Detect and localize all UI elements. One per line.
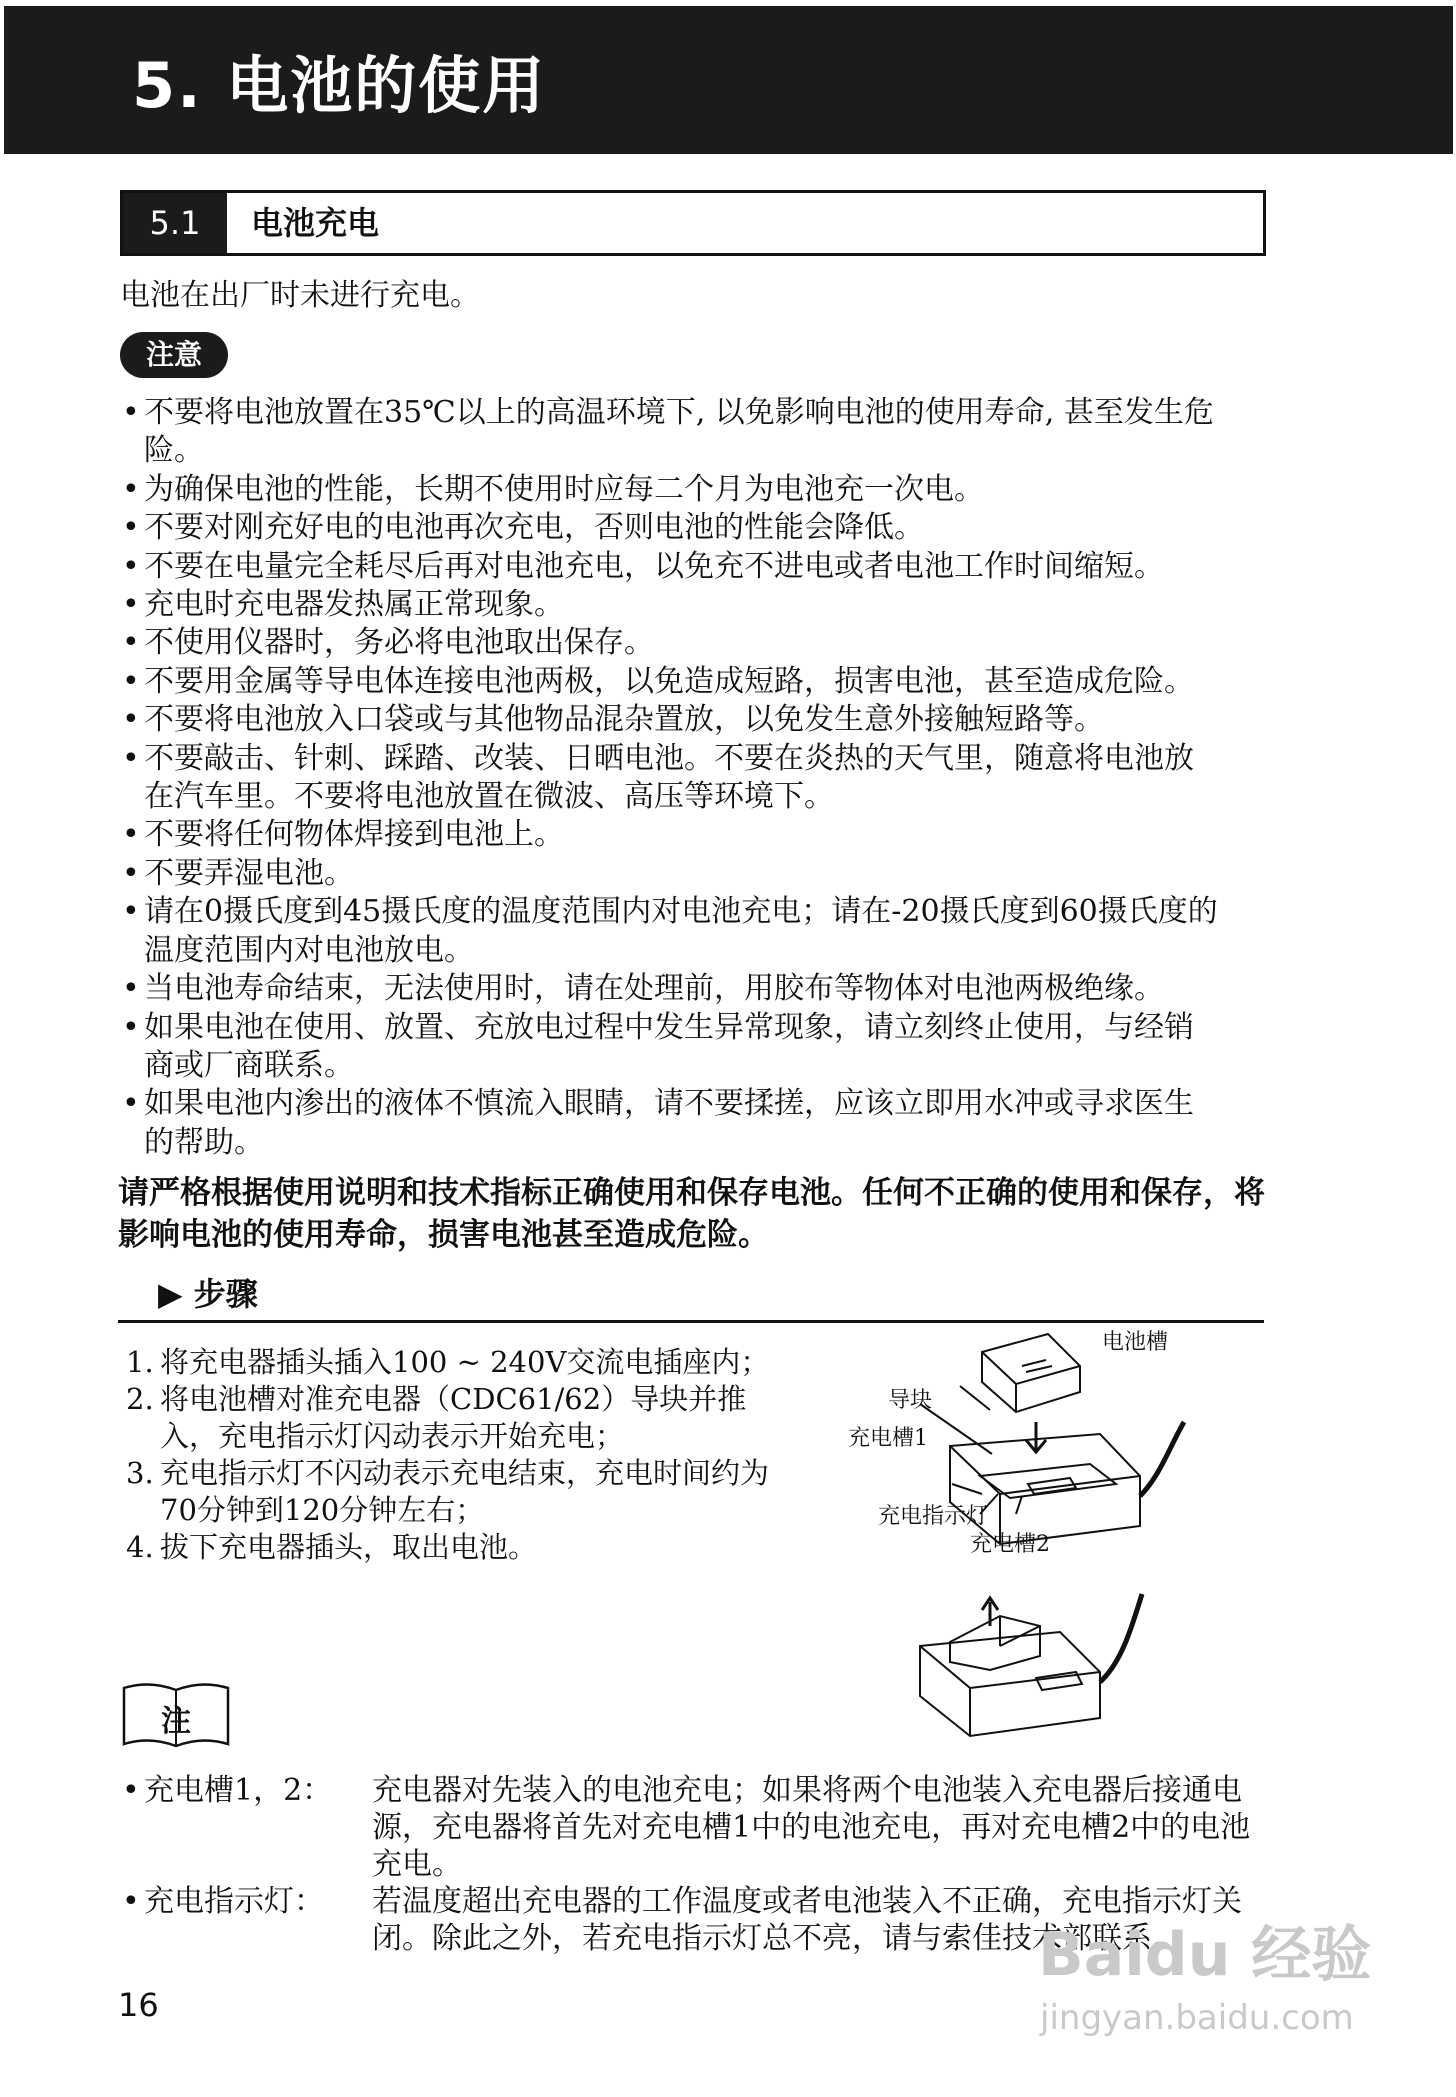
caution-item: • 不要敲击、针刺、踩踏、改装、日晒电池。不要在炎热的天气里，随意将电池放 在汽车里。不要将电池放置在微波、高压等环境下。 [122,740,1194,815]
bullet-icon: • [122,1009,140,1045]
chapter-header [4,6,1453,154]
caution-item: • 如果电池在使用、放置、充放电过程中发生异常现象，请立刻终止使用，与经销 商或厂商联系。 [122,1009,1194,1083]
charger-illustration [840,1326,1200,1742]
bullet-icon: • [122,702,140,738]
caution-item: • 不要将任何物体焊接到电池上。 [116,816,1276,854]
section-number: 5.1 [123,193,227,253]
label-battery-slot: 电池槽 [1102,1330,1169,1355]
bullet-icon: • [122,548,140,584]
section-heading [120,190,1266,256]
label-indicator: 充电指示灯 [878,1504,989,1529]
bullet-icon: • [122,625,140,661]
bullet-icon: • [122,1884,140,1919]
label-slot2: 充电槽2 [970,1532,1050,1557]
steps-heading: ▶ 步骤 [158,1275,258,1313]
caution-list [116,394,1276,1162]
bullet-icon: • [122,663,140,699]
label-guide: 导块 [888,1388,933,1413]
warning-text: 请严格根据使用说明和技术指标正确使用和保存电池。任何不正确的使用和保存，将影响电池的使用寿命，损害电池甚至造成危险。 [118,1175,1265,1253]
caution-item: • 为确保电池的性能，长期不使用时应每二个月为电池充一次电。 [116,471,1276,509]
bullet-icon: • [122,395,140,430]
note-label: 注 [161,1704,191,1739]
caution-item: • 不要对刚充好电的电池再次充电，否则电池的性能会降低。 [116,509,1276,547]
caution-item: • 不要用金属等导电体连接电池两极，以免造成短路，损害电池，甚至造成危险。 [116,663,1276,701]
bullet-icon: • [122,510,140,546]
baidu-watermark: Baidu 经验 jingyan.baidu.com [1038,1920,1372,2038]
bullet-icon: • [122,855,140,891]
page-number: 16 [118,1986,159,2024]
caution-item: • 如果电池内渗出的液体不慎流入眼睛，请不要揉搓，应该立即用水冲或寻求医生 的帮助。 [122,1086,1194,1160]
steps-list [126,1344,786,1566]
caution-item: • 请在0摄氏度到45摄氏度的温度范围内对电池充电；请在-20摄氏度到60摄氏度的 温度范围内对电池放电。 [122,894,1218,968]
caution-item: • 不使用仪器时，务必将电池取出保存。 [116,624,1276,662]
note-book-icon [120,1678,232,1752]
caution-item: • 当电池寿命结束，无法使用时，请在处理前，用胶布等物体对电池两极绝缘。 [116,970,1276,1008]
bullet-icon: • [122,817,140,853]
caution-item: • 不要将电池放入口袋或与其他物品混杂置放，以免发生意外接触短路等。 [116,701,1276,739]
bullet-icon: • [122,471,140,507]
note-item: • 充电槽1，2： 充电器对先装入的电池充电；如果将两个电池装入充电器后接通电源，充电器将首先对充电槽1中的电池充电，再对充电槽2中的电池充电。 [122,1773,1251,1882]
step-item: 3. 充电指示灯不闪动表示充电结束，充电时间约为70分钟到120分钟左右； [126,1456,770,1527]
label-slot1: 充电槽1 [848,1426,928,1451]
caution-item: • 充电时充电器发热属正常现象。 [116,586,1276,624]
caution-item: • 不要将电池放置在35℃以上的高温环境下, 以免影响电池的使用寿命, 甚至发生危 险。 [122,395,1214,469]
caution-item: • 不要弄湿电池。 [116,855,1276,893]
bullet-icon: • [122,1773,140,1808]
note-item: • 充电指示灯： 若温度超出充电器的工作温度或者电池装入不正确，充电指示灯关闭。除此之外，若充电指示灯总不亮，请与索佳技术部联系。 [122,1884,1242,1956]
bullet-icon: • [122,1086,140,1122]
intro-text: 电池在出厂时未进行充电。 [120,278,480,313]
bullet-icon: • [122,971,140,1007]
section-title: 电池充电 [251,204,380,242]
steps-divider [118,1320,1264,1323]
chapter-title: 5. 电池的使用 [132,49,547,122]
step-item: 4. 拔下充电器插头，取出电池。 [126,1530,538,1564]
bullet-icon: • [122,587,140,623]
step-item: 1. 将充电器插头插入100 ~ 240V交流电插座内； [126,1345,770,1379]
caution-badge: 注意 [120,332,228,378]
bullet-icon: • [122,894,140,930]
step-item: 2. 将电池槽对准充电器（CDC61/62）导块并推入，充电指示灯闪动表示开始充电； [126,1382,747,1453]
caution-item: • 不要在电量完全耗尽后再对电池充电，以免充不进电或者电池工作时间缩短。 [116,548,1276,586]
bullet-icon: • [122,740,140,776]
